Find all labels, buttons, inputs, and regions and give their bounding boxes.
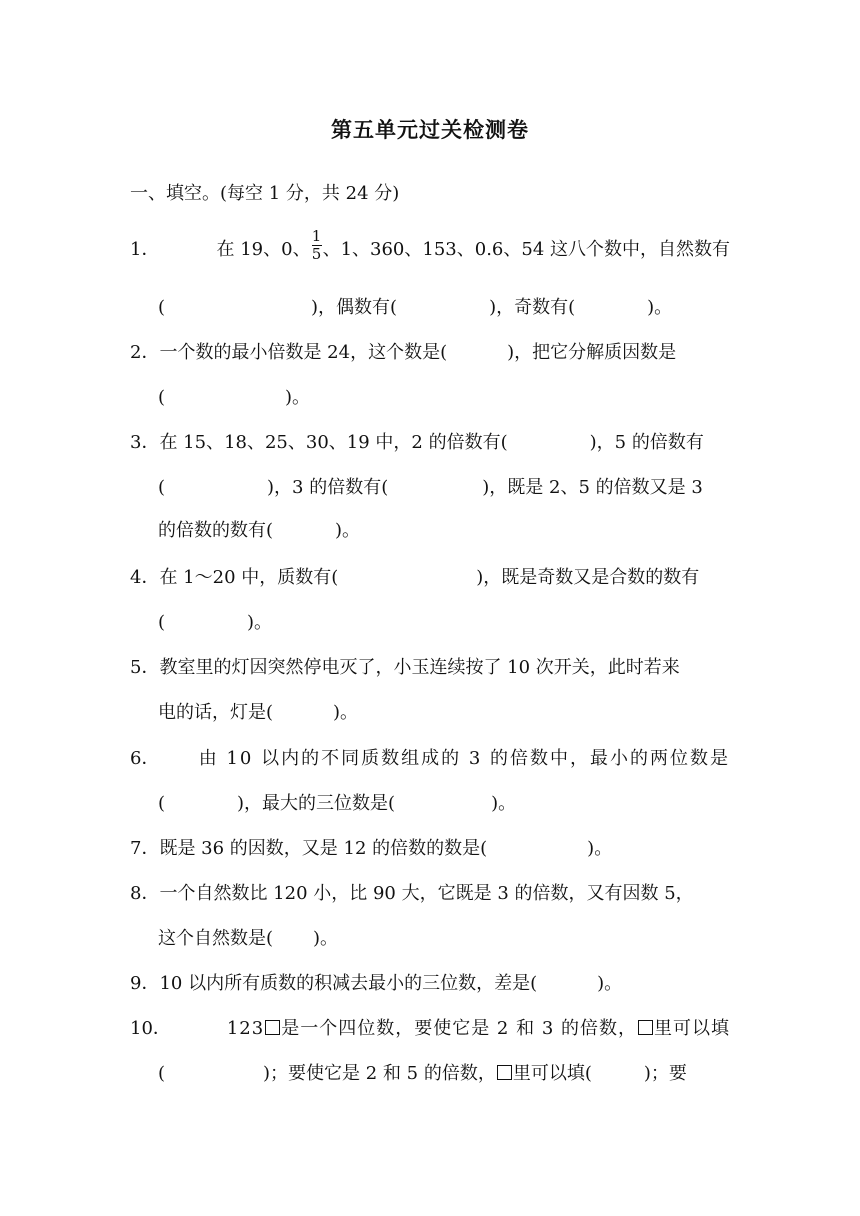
blank-box-icon <box>497 1065 512 1080</box>
question-4-line-1: 4．在 1～20 中，质数有( )，既是奇数又是合数的数有 <box>130 567 700 588</box>
question-7-line-1: 7．既是 36 的因数，又是 12 的倍数的数是( )。 <box>130 838 613 859</box>
page-title: 第五单元过关检测卷 <box>331 118 529 142</box>
question-5-line-1: 5．教室里的灯因突然停电灭了，小玉连续按了 10 次开关，此时若来 <box>130 657 680 678</box>
section-heading: 一、填空。(每空 1 分，共 24 分) <box>130 183 400 204</box>
blank-box-icon <box>265 1020 280 1035</box>
question-1-text-pre: 在 19、0、 $\frac{1}{5}$ 、1、360、153、0.6、54 这八个数中，自然数有 <box>216 226 730 263</box>
question-8-line-1: 8．一个自然数比 120 小，比 90 大，它既是 3 的倍数，又有因数 5， <box>130 883 694 904</box>
question-2-line-1: 2．一个数的最小倍数是 24，这个数是( )，把它分解质因数是 <box>130 342 677 363</box>
question-2-line-2: ( )。 <box>158 387 311 408</box>
question-10-line-1: 10． 123 是一个四位数，要使它是 2 和 3 的倍数， 里可以填 <box>130 1018 730 1039</box>
question-6-line-2: ( )，最大的三位数是( )。 <box>158 793 517 814</box>
question-1-number: 1． <box>130 239 160 260</box>
blank-box-icon <box>638 1020 653 1035</box>
question-3-line-2: ( )，3 的倍数有( )，既是 2、5 的倍数又是 3 <box>158 477 703 498</box>
question-1-line-1 <box>130 226 730 263</box>
question-4-line-2: ( )。 <box>158 612 273 633</box>
fraction-one-fifth: $\frac{1}{5}$ <box>311 226 322 263</box>
question-6-line-1: 6． 由 10 以内的不同质数组成的 3 的倍数中，最小的两位数是 <box>130 748 730 769</box>
question-1-line-2: ( )，偶数有( )，奇数有( )。 <box>158 297 673 318</box>
question-10-line-2: ( )；要使它是 2 和 5 的倍数， 里可以填( )；要 <box>158 1063 687 1084</box>
question-3-line-1: 3．在 15、18、25、30、19 中，2 的倍数有( )，5 的倍数有 <box>130 432 704 453</box>
question-8-line-2: 这个自然数是( )。 <box>158 928 339 949</box>
question-9-line-1: 9．10 以内所有质数的积减去最小的三位数，差是( )。 <box>130 973 623 994</box>
question-5-line-2: 电的话，灯是( )。 <box>158 702 359 723</box>
question-3-line-3: 的倍数的数有( )。 <box>158 520 361 541</box>
